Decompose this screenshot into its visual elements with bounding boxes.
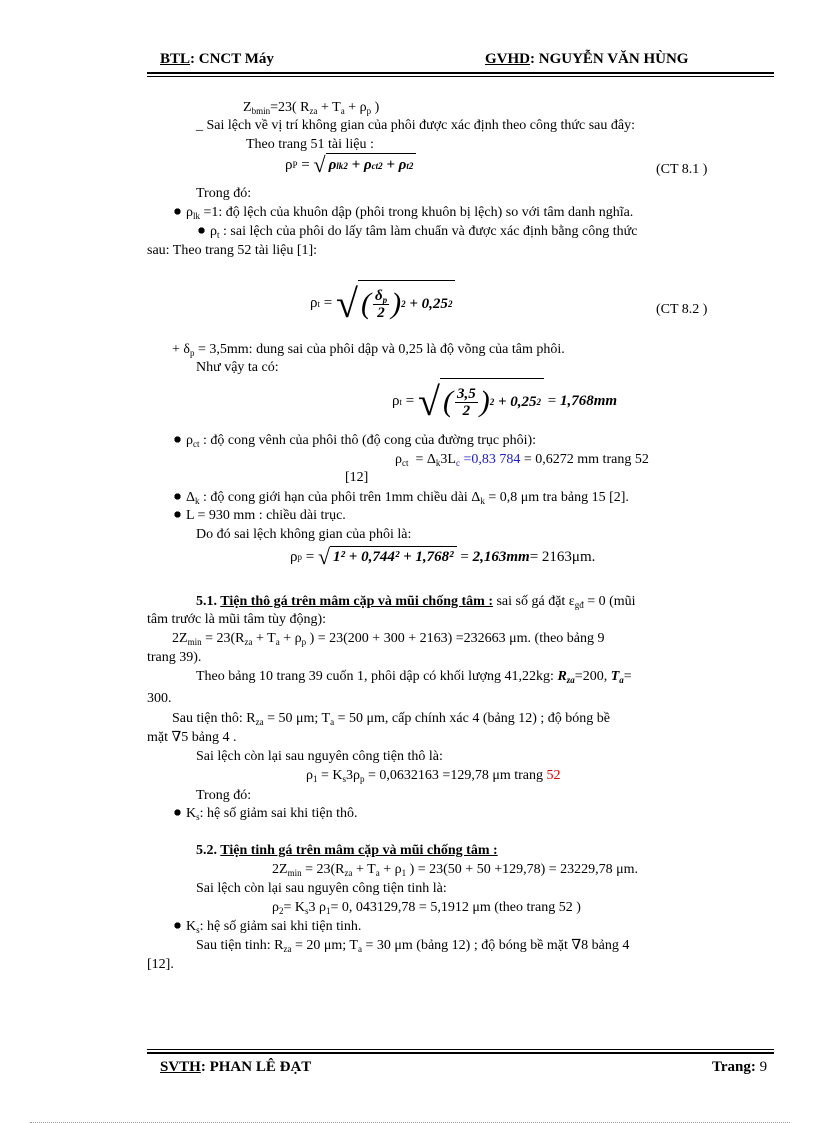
header-rule-thin [147, 76, 774, 77]
line-sau-tien-tinh: Sau tiện tinh: $R_{za} = 20$ μm; $T_a = 30$ μm (bảng 12) ; độ bóng bề mặt ∇8 bảng 4 [196, 938, 630, 954]
line-sai-lech-tinh: Sai lệch còn lại sau nguyên công tiện tinh là: [196, 881, 447, 896]
line-ks-tho: $K_s$: hệ số giảm sai khi tiện thô. [172, 805, 358, 823]
section-5-2-heading: 5.2. Tiện tinh gá trên mâm cặp và mũi chống tâm : [196, 843, 498, 858]
line-rho-1: $\rho_1 = K_s3\rho_p = 0,0632163 =129,78$ μm trang 52 [306, 768, 561, 784]
line-mat-5: mặt ∇5 bảng 4 . [147, 730, 237, 745]
formula-rho-t-result: ρ t = √ ( $\frac{3,5}{2}$ ) 2 + 0,25 2 = 1,768mm [392, 378, 618, 424]
line-rho-ct: $\rho_{ct}$ : độ cong vênh của phôi thô (độ cong của đường trục phôi): [172, 432, 536, 450]
line-sau-tien-tho: Sau tiện thô: $R_{za} = 50$ μm; $T_a = 50$ μm, cấp chính xác 4 (bảng 12) ; độ bóng bề [172, 711, 611, 727]
formula-ct82: ρ t = √ ( $\frac{\delta_p}{2}$ ) 2 + 0,25 2 [310, 280, 455, 327]
line-rho-ct-value: $\rho_{ct} = \Delta_k3L_c =0,83$ 784 = 0,6272 mm trang 52 [395, 452, 649, 468]
line-2zmin-2: $2Z_{min} = 23(R_{za} + T_a + \rho_1$ ) = 23(50 + 50 +129,78) = 23229,78 μm. [272, 862, 639, 878]
line-sai-lech: _ Sai lệch về vị trí không gian của phôi được xác định theo công thức sau đây: [196, 118, 635, 133]
line-nhu-vay: Như vậy ta có: [196, 360, 279, 375]
line-delta-k: $\Delta_k$ : độ cong giới hạn của phôi trên 1mm chiều dài $\Delta_k = 0,8$ μm tra bảng 15 [2]. [172, 489, 629, 507]
line-do-do: Do đó sai lệch không gian của phôi là: [196, 527, 412, 542]
bullet-icon [172, 920, 183, 931]
header-instructor: GVHD: NGUYỄN VĂN HÙNG [485, 51, 689, 67]
formula-ct81: ρ P = √ ρ lk 2 + ρ ct 2 + ρ t 2 [285, 152, 416, 178]
line-2zmin-1: $2Z_{min} = 23(R_{za} + T_a + \rho_p$ ) = 23(200 + 300 + 2163) =232663 μm. (theo bảng 9 [172, 631, 605, 647]
line-300: 300. [147, 691, 172, 706]
header-rule [147, 72, 774, 74]
formula-rho-p-result: ρ p = √ 1² + 0,744² + 1,768² = 2,163mm = 2163μm. [290, 544, 596, 569]
line-trang-39: trang 39). [147, 650, 202, 665]
line-trong-do-1: Trong đó: [196, 186, 252, 201]
footer-page: Trang: 9 [712, 1059, 768, 1075]
line-theo-bang-10: Theo bảng 10 trang 39 cuốn 1, phôi dập có khối lượng 41,22kg: $R_{za}=200$, $T_a=$ [196, 669, 632, 685]
line-zbmin: $Z_{bmin}=23$( $R_{za} + T_a + \rho_p$ ) [243, 100, 380, 116]
section-5-1-heading: 5.1. Tiện thô gá trên mâm cặp và mũi chống tâm : sai số gá đặt $\varepsilon_{gđ} = 0$ (mũi [196, 594, 636, 610]
line-sau-theo-trang-52: sau: Theo trang 52 tài liệu [1]: [147, 243, 318, 258]
label-ct81: (CT 8.1 ) [656, 162, 708, 177]
line-rho-t: $\rho_t$ : sai lệch của phôi do lấy tâm làm chuẩn và được xác định bằng công thức [196, 223, 637, 241]
bullet-icon [172, 434, 183, 445]
bullet-icon [172, 509, 183, 520]
line-theo-trang-51: Theo trang 51 tài liệu : [246, 137, 374, 152]
line-ref-12-b: [12]. [147, 957, 174, 972]
bullet-icon [196, 225, 207, 236]
line-length: L = 930 mm : chiều dài trục. [172, 507, 346, 525]
bullet-icon [172, 491, 183, 502]
line-rho-2: $\rho_2= K_s3$ $\rho_1= 0$, 043129,78 = 5,1912 μm (theo trang 52 ) [272, 900, 581, 916]
bullet-icon [172, 807, 183, 818]
footer-student: SVTH: PHAN LÊ ĐẠT [160, 1059, 312, 1075]
header-course: BTL: CNCT Máy [160, 51, 274, 67]
line-delta-p: + $\delta_p = 3,5mm$: dung sai của phôi dập và 0,25 là độ võng của tâm phôi. [172, 342, 565, 358]
line-rho-lk: $\rho_{lk} =1$: độ lệch của khuôn dập (phôi trong khuôn bị lệch) so với tâm danh nghĩa. [172, 204, 633, 222]
footer-rule-thin [147, 1049, 774, 1050]
line-tam-truoc: tâm trước là mũi tâm tùy động): [147, 612, 327, 627]
line-trong-do-2: Trong đó: [196, 788, 252, 803]
footer-rule [147, 1052, 774, 1054]
label-ct82: (CT 8.2 ) [656, 302, 708, 317]
line-ks-tinh: $K_s$: hệ số giảm sai khi tiện tinh. [172, 918, 361, 936]
line-ref-12: [12] [345, 470, 369, 485]
line-sai-lech-tho: Sai lệch còn lại sau nguyên công tiện thô là: [196, 749, 443, 764]
bullet-icon [172, 206, 183, 217]
